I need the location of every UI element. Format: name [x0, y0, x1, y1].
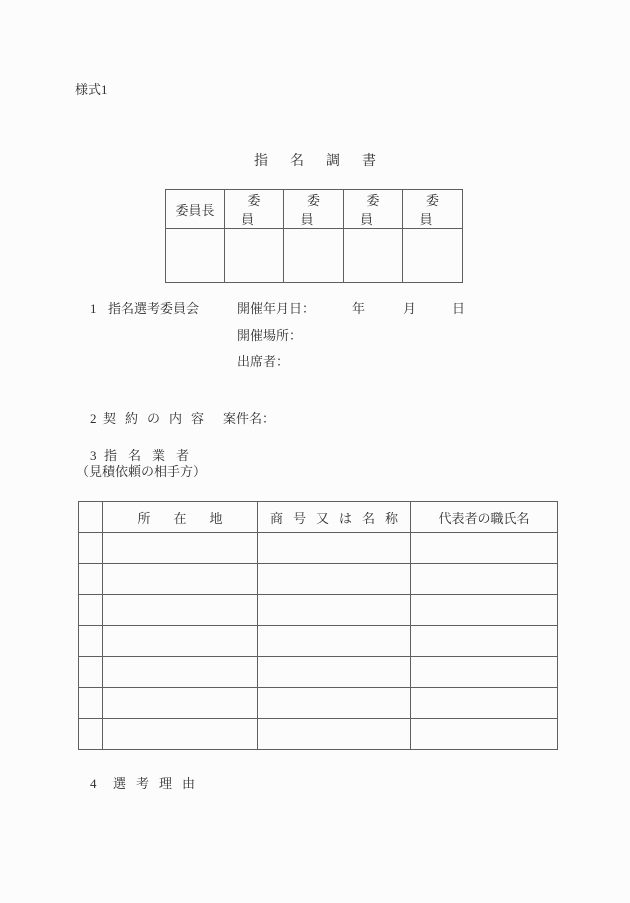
vendor-cell [79, 533, 103, 564]
section1-number: 1 [90, 301, 97, 316]
table-row [79, 564, 558, 595]
vendors-header-address: 所在地 [103, 502, 258, 533]
vendor-cell [79, 626, 103, 657]
section3-subtitle: （見積依頼の相手方） [76, 464, 207, 479]
committee-header-member-2: 委員 [284, 190, 344, 229]
section4-number: 4 [90, 776, 97, 791]
vendor-cell [411, 533, 558, 564]
committee-table [165, 189, 463, 283]
section1-year-label: 年 [352, 301, 366, 316]
vendor-cell [103, 564, 258, 595]
vendor-cell [411, 595, 558, 626]
vendor-cell [258, 564, 411, 595]
section1-attendees-label: 出席者： [237, 354, 290, 369]
section1-month-label: 月 [403, 301, 417, 316]
vendor-cell [411, 564, 558, 595]
vendor-cell [79, 564, 103, 595]
committee-header-member-1: 委員 [225, 190, 284, 229]
vendors-header-row [79, 502, 558, 533]
section1-title: 指名選考委員会 [108, 301, 200, 316]
vendor-cell [79, 657, 103, 688]
committee-header-row [166, 190, 463, 229]
vendor-cell [411, 688, 558, 719]
section2-title: 契約の内容 [103, 411, 214, 426]
form-code: 様式1 [75, 82, 108, 97]
section2-case-label: 案件名： [223, 411, 276, 426]
vendors-table [78, 501, 558, 750]
table-row [79, 719, 558, 750]
vendor-cell [103, 719, 258, 750]
document-title: 指名調書 [254, 154, 398, 169]
vendor-cell [79, 688, 103, 719]
vendor-cell [258, 595, 411, 626]
vendor-cell [79, 595, 103, 626]
table-row [79, 595, 558, 626]
section1-date-label: 開催年月日： [237, 301, 316, 316]
vendor-cell [258, 688, 411, 719]
table-row [79, 533, 558, 564]
vendor-cell [103, 595, 258, 626]
vendors-header-company: 商号又は名称 [258, 502, 411, 533]
committee-signature-cell [166, 229, 225, 283]
committee-signature-row [166, 229, 463, 283]
vendors-header-no [79, 502, 103, 533]
vendors-header-representative: 代表者の職氏名 [411, 502, 558, 533]
vendor-cell [103, 688, 258, 719]
committee-header-chair: 委員長 [166, 190, 225, 229]
vendor-cell [411, 626, 558, 657]
section3-title: 指名業者 [104, 448, 201, 463]
section1-place-label: 開催場所： [237, 328, 303, 343]
vendor-cell [103, 626, 258, 657]
committee-signature-cell [403, 229, 463, 283]
vendor-cell [103, 657, 258, 688]
committee-signature-cell [284, 229, 344, 283]
vendor-cell [79, 719, 103, 750]
section3-number: 3 [90, 448, 97, 463]
committee-signature-cell [225, 229, 284, 283]
vendor-cell [103, 533, 258, 564]
table-row [79, 688, 558, 719]
section1-day-label: 日 [452, 301, 466, 316]
vendor-cell [411, 719, 558, 750]
section4-title: 選考理由 [113, 776, 206, 791]
vendor-cell [258, 657, 411, 688]
vendor-cell [411, 657, 558, 688]
vendor-cell [258, 626, 411, 657]
table-row [79, 626, 558, 657]
committee-header-member-4: 委員 [403, 190, 463, 229]
vendor-cell [258, 533, 411, 564]
section2-number: 2 [90, 411, 97, 426]
table-row [79, 657, 558, 688]
vendor-cell [258, 719, 411, 750]
committee-signature-cell [344, 229, 403, 283]
committee-header-member-3: 委員 [344, 190, 403, 229]
